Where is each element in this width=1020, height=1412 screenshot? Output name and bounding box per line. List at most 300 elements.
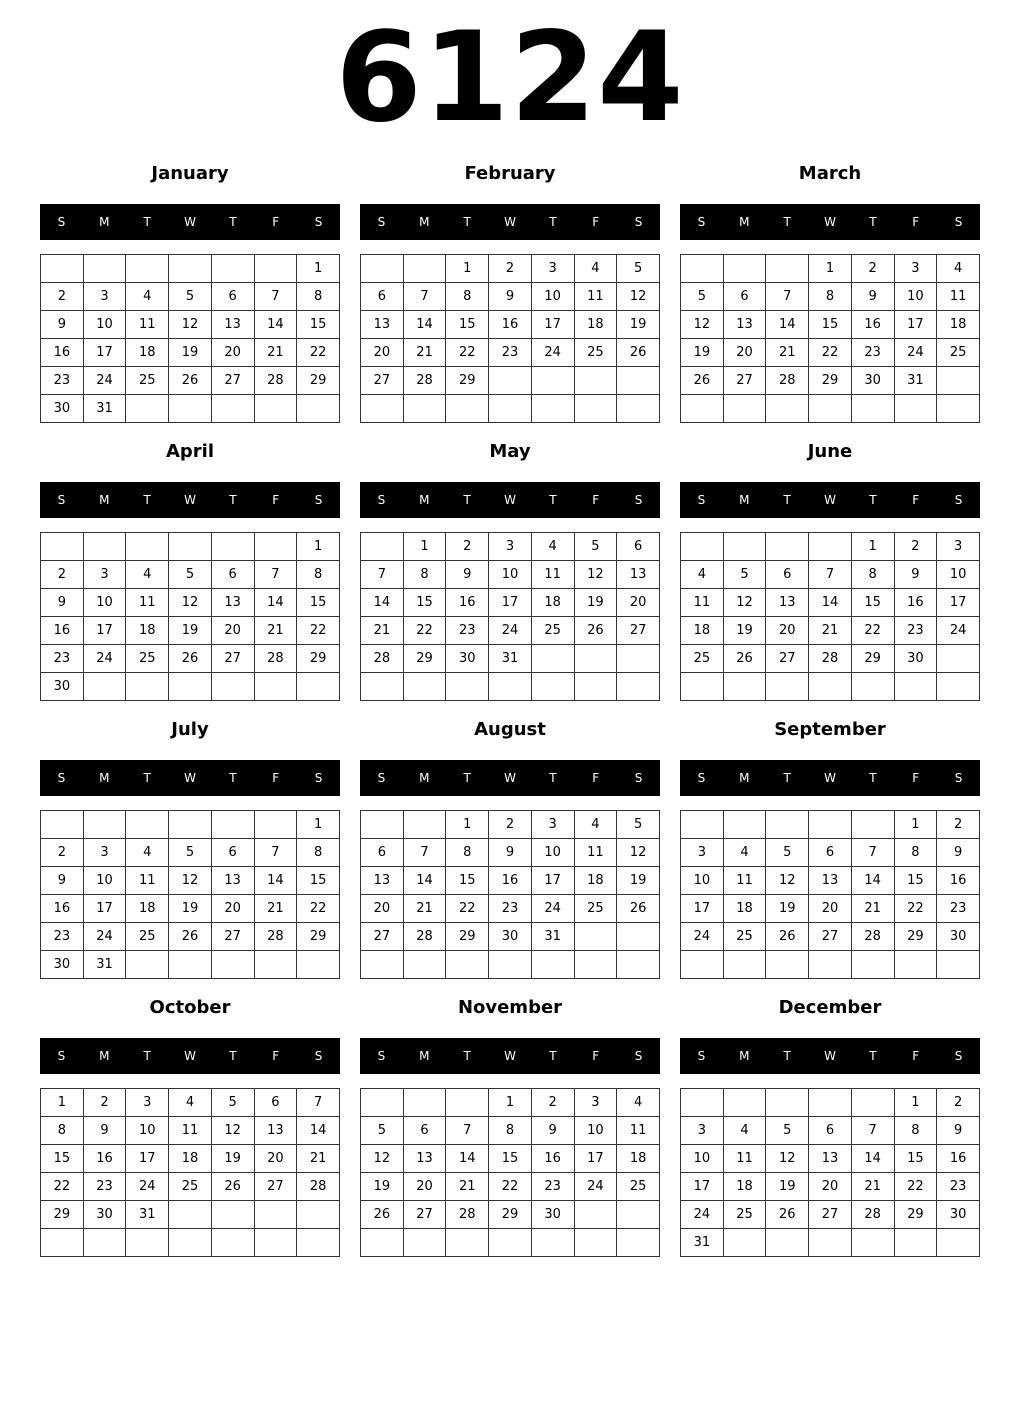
day-cell: 14 xyxy=(297,1117,340,1145)
weekday-label: T xyxy=(869,1049,877,1063)
day-cell: 19 xyxy=(723,617,766,645)
day-cell: 8 xyxy=(41,1117,84,1145)
day-cell: 17 xyxy=(83,895,126,923)
day-cell xyxy=(723,811,766,839)
day-cell: 27 xyxy=(403,1201,446,1229)
day-cell: 28 xyxy=(254,645,297,673)
weekday-label: T xyxy=(549,215,557,229)
day-cell xyxy=(169,1201,212,1229)
day-cell: 30 xyxy=(489,923,532,951)
day-cell: 7 xyxy=(254,839,297,867)
day-cell xyxy=(617,923,660,951)
day-cell: 17 xyxy=(531,311,574,339)
weekday-label: T xyxy=(463,215,471,229)
week-row xyxy=(681,673,980,701)
day-cell: 6 xyxy=(211,283,254,311)
week-row xyxy=(41,867,340,895)
day-cell: 5 xyxy=(574,533,617,561)
day-cell: 15 xyxy=(403,589,446,617)
day-cell xyxy=(403,255,446,283)
week-row xyxy=(681,255,980,283)
day-cell: 2 xyxy=(489,811,532,839)
day-cell: 17 xyxy=(126,1145,169,1173)
day-cell xyxy=(403,951,446,979)
day-cell: 23 xyxy=(851,339,894,367)
weekday-label: T xyxy=(463,1049,471,1063)
day-cell xyxy=(254,255,297,283)
day-cell: 25 xyxy=(531,617,574,645)
day-cell xyxy=(681,255,724,283)
weekday-label: T xyxy=(783,771,791,785)
weekday-header xyxy=(360,760,660,796)
day-cell: 23 xyxy=(937,895,980,923)
weekday-label: S xyxy=(697,493,706,507)
day-cell xyxy=(211,1229,254,1257)
day-cell: 14 xyxy=(361,589,404,617)
day-cell xyxy=(297,951,340,979)
day-cell: 6 xyxy=(361,839,404,867)
weekday-label: F xyxy=(912,1049,920,1063)
week-row xyxy=(361,589,660,617)
day-cell xyxy=(126,395,169,423)
weekday-label: M xyxy=(739,1049,750,1063)
day-cell: 11 xyxy=(574,283,617,311)
week-row xyxy=(361,867,660,895)
day-cell: 26 xyxy=(211,1173,254,1201)
day-cell: 20 xyxy=(723,339,766,367)
weekday-label: S xyxy=(697,215,706,229)
day-cell: 29 xyxy=(894,1201,937,1229)
day-cell xyxy=(723,673,766,701)
week-row xyxy=(681,811,980,839)
day-cell: 2 xyxy=(937,811,980,839)
weekday-label: F xyxy=(912,771,920,785)
weekday-label: T xyxy=(549,493,557,507)
week-row xyxy=(41,589,340,617)
day-cell: 5 xyxy=(169,561,212,589)
day-cell: 20 xyxy=(809,1173,852,1201)
weekday-label: S xyxy=(954,493,963,507)
day-cell xyxy=(83,811,126,839)
weekday-label: T xyxy=(783,215,791,229)
day-cell: 21 xyxy=(809,617,852,645)
day-cell: 29 xyxy=(894,923,937,951)
weekday-label: T xyxy=(463,493,471,507)
day-cell: 4 xyxy=(723,1117,766,1145)
day-cell: 25 xyxy=(723,1201,766,1229)
day-cell: 28 xyxy=(809,645,852,673)
day-cell: 19 xyxy=(617,867,660,895)
day-cell: 7 xyxy=(403,283,446,311)
weekday-label: W xyxy=(504,215,516,229)
weekday-label: W xyxy=(824,1049,836,1063)
day-cell: 29 xyxy=(403,645,446,673)
day-cell xyxy=(574,645,617,673)
day-cell xyxy=(723,395,766,423)
week-row xyxy=(41,339,340,367)
day-cell: 11 xyxy=(126,867,169,895)
day-cell: 28 xyxy=(361,645,404,673)
day-cell: 23 xyxy=(894,617,937,645)
day-grid xyxy=(680,532,980,701)
day-cell xyxy=(851,1229,894,1257)
week-row xyxy=(41,617,340,645)
day-cell: 26 xyxy=(766,923,809,951)
weekday-header xyxy=(40,482,340,518)
week-row xyxy=(361,923,660,951)
day-cell: 3 xyxy=(126,1089,169,1117)
day-cell: 28 xyxy=(297,1173,340,1201)
weekday-label: M xyxy=(99,1049,110,1063)
day-cell xyxy=(723,533,766,561)
day-cell: 4 xyxy=(723,839,766,867)
weekday-header xyxy=(40,760,340,796)
week-row xyxy=(681,339,980,367)
weekday-header xyxy=(40,1038,340,1074)
week-row xyxy=(361,255,660,283)
day-cell: 23 xyxy=(83,1173,126,1201)
day-cell xyxy=(766,811,809,839)
week-row xyxy=(681,617,980,645)
week-row xyxy=(681,395,980,423)
day-cell: 13 xyxy=(254,1117,297,1145)
day-cell: 4 xyxy=(937,255,980,283)
day-cell: 10 xyxy=(126,1117,169,1145)
day-cell: 7 xyxy=(851,839,894,867)
day-cell: 15 xyxy=(41,1145,84,1173)
week-row xyxy=(361,1229,660,1257)
day-cell: 30 xyxy=(937,923,980,951)
day-cell: 12 xyxy=(617,283,660,311)
day-cell: 22 xyxy=(446,339,489,367)
day-cell xyxy=(361,1229,404,1257)
weekday-label: W xyxy=(504,771,516,785)
day-cell: 23 xyxy=(41,645,84,673)
day-cell: 25 xyxy=(574,895,617,923)
day-cell: 30 xyxy=(83,1201,126,1229)
day-cell: 21 xyxy=(254,339,297,367)
day-cell: 9 xyxy=(937,839,980,867)
day-cell: 24 xyxy=(894,339,937,367)
weekday-label: T xyxy=(549,771,557,785)
day-cell: 13 xyxy=(809,1145,852,1173)
weekday-header xyxy=(360,204,660,240)
day-cell xyxy=(489,395,532,423)
week-row xyxy=(361,283,660,311)
day-cell xyxy=(574,673,617,701)
weekday-label: T xyxy=(783,493,791,507)
week-row xyxy=(361,561,660,589)
weekday-label: M xyxy=(419,215,430,229)
weekday-label: S xyxy=(377,493,386,507)
day-cell xyxy=(254,811,297,839)
weekday-label: S xyxy=(634,1049,643,1063)
day-cell: 20 xyxy=(809,895,852,923)
day-cell: 11 xyxy=(681,589,724,617)
day-cell: 10 xyxy=(489,561,532,589)
week-row xyxy=(681,1173,980,1201)
day-cell: 1 xyxy=(446,255,489,283)
weekday-label: F xyxy=(912,493,920,507)
day-cell: 12 xyxy=(169,589,212,617)
day-cell: 13 xyxy=(617,561,660,589)
day-cell xyxy=(403,673,446,701)
day-cell: 22 xyxy=(894,1173,937,1201)
weekday-label: T xyxy=(229,771,237,785)
day-cell xyxy=(894,951,937,979)
day-cell: 21 xyxy=(361,617,404,645)
day-cell: 15 xyxy=(851,589,894,617)
day-cell xyxy=(169,1229,212,1257)
day-cell xyxy=(531,367,574,395)
day-cell xyxy=(681,673,724,701)
day-cell: 26 xyxy=(361,1201,404,1229)
week-row xyxy=(681,589,980,617)
day-cell: 13 xyxy=(361,311,404,339)
weekday-label: W xyxy=(184,771,196,785)
day-cell xyxy=(937,1229,980,1257)
day-cell: 10 xyxy=(83,867,126,895)
day-cell xyxy=(617,673,660,701)
month-title: June xyxy=(807,441,853,462)
day-cell: 14 xyxy=(403,867,446,895)
day-cell: 10 xyxy=(937,561,980,589)
day-cell xyxy=(894,395,937,423)
day-cell: 31 xyxy=(894,367,937,395)
day-cell: 14 xyxy=(851,867,894,895)
day-cell: 22 xyxy=(297,895,340,923)
weekday-label: F xyxy=(272,771,280,785)
day-cell: 9 xyxy=(83,1117,126,1145)
day-cell: 29 xyxy=(489,1201,532,1229)
weekday-label: S xyxy=(57,771,66,785)
day-cell: 14 xyxy=(766,311,809,339)
day-cell xyxy=(937,395,980,423)
day-cell: 8 xyxy=(894,839,937,867)
weekday-header xyxy=(680,1038,980,1074)
weekday-label: S xyxy=(314,215,323,229)
day-cell: 22 xyxy=(851,617,894,645)
weekday-label: S xyxy=(314,771,323,785)
day-cell xyxy=(766,533,809,561)
weekday-label: T xyxy=(143,215,151,229)
day-cell: 30 xyxy=(851,367,894,395)
day-cell: 18 xyxy=(617,1145,660,1173)
day-cell: 30 xyxy=(937,1201,980,1229)
day-cell: 28 xyxy=(403,367,446,395)
week-row xyxy=(361,367,660,395)
day-cell xyxy=(851,951,894,979)
day-cell: 5 xyxy=(766,839,809,867)
day-cell: 4 xyxy=(574,811,617,839)
week-row xyxy=(41,1089,340,1117)
day-cell xyxy=(937,645,980,673)
day-cell: 13 xyxy=(211,589,254,617)
day-cell: 27 xyxy=(361,923,404,951)
day-cell: 23 xyxy=(489,339,532,367)
day-cell: 4 xyxy=(126,561,169,589)
day-cell: 20 xyxy=(211,339,254,367)
day-cell: 30 xyxy=(894,645,937,673)
day-cell: 19 xyxy=(766,1173,809,1201)
day-cell: 7 xyxy=(403,839,446,867)
day-cell: 17 xyxy=(681,895,724,923)
week-row xyxy=(41,367,340,395)
day-cell: 19 xyxy=(617,311,660,339)
day-cell: 3 xyxy=(894,255,937,283)
day-cell: 23 xyxy=(937,1173,980,1201)
day-cell xyxy=(169,255,212,283)
weekday-label: S xyxy=(377,771,386,785)
day-cell: 31 xyxy=(531,923,574,951)
day-cell: 7 xyxy=(809,561,852,589)
day-cell xyxy=(723,951,766,979)
day-grid xyxy=(360,1088,660,1257)
month-title: April xyxy=(165,441,215,462)
day-cell: 2 xyxy=(41,839,84,867)
day-cell: 21 xyxy=(851,1173,894,1201)
day-cell: 12 xyxy=(766,1145,809,1173)
day-cell xyxy=(809,673,852,701)
day-cell: 9 xyxy=(531,1117,574,1145)
day-cell xyxy=(617,645,660,673)
day-cell: 3 xyxy=(937,533,980,561)
day-cell: 17 xyxy=(83,339,126,367)
day-cell: 7 xyxy=(254,561,297,589)
day-cell xyxy=(254,1201,297,1229)
day-cell xyxy=(403,1089,446,1117)
day-cell: 16 xyxy=(489,311,532,339)
weekday-header xyxy=(40,204,340,240)
day-cell xyxy=(766,1229,809,1257)
day-cell xyxy=(681,811,724,839)
day-cell: 19 xyxy=(361,1173,404,1201)
day-cell: 5 xyxy=(766,1117,809,1145)
weekday-label: W xyxy=(504,1049,516,1063)
weekday-label: S xyxy=(697,771,706,785)
day-cell: 22 xyxy=(446,895,489,923)
day-cell: 22 xyxy=(489,1173,532,1201)
day-cell: 24 xyxy=(531,895,574,923)
day-cell: 24 xyxy=(489,617,532,645)
day-cell: 11 xyxy=(574,839,617,867)
day-cell xyxy=(681,395,724,423)
day-cell xyxy=(531,645,574,673)
weekday-header xyxy=(360,482,660,518)
day-cell: 18 xyxy=(531,589,574,617)
day-cell: 16 xyxy=(83,1145,126,1173)
day-cell: 29 xyxy=(809,367,852,395)
day-cell: 20 xyxy=(361,339,404,367)
day-cell xyxy=(297,673,340,701)
day-cell: 31 xyxy=(489,645,532,673)
day-cell xyxy=(361,673,404,701)
day-cell: 22 xyxy=(403,617,446,645)
week-row xyxy=(681,1145,980,1173)
day-cell: 13 xyxy=(211,867,254,895)
day-cell: 15 xyxy=(809,311,852,339)
weekday-label: W xyxy=(184,215,196,229)
day-cell: 16 xyxy=(894,589,937,617)
weekday-label: T xyxy=(869,771,877,785)
day-cell xyxy=(169,673,212,701)
day-cell: 1 xyxy=(297,255,340,283)
day-cell xyxy=(254,673,297,701)
day-cell: 6 xyxy=(361,283,404,311)
weekday-label: W xyxy=(824,215,836,229)
day-cell: 1 xyxy=(489,1089,532,1117)
day-cell: 9 xyxy=(489,283,532,311)
day-cell: 14 xyxy=(254,311,297,339)
day-cell xyxy=(126,951,169,979)
day-cell: 4 xyxy=(126,283,169,311)
day-cell: 25 xyxy=(681,645,724,673)
day-cell: 16 xyxy=(41,895,84,923)
day-cell xyxy=(254,1229,297,1257)
day-grid xyxy=(360,532,660,701)
day-cell: 27 xyxy=(211,645,254,673)
weekday-label: S xyxy=(634,771,643,785)
day-cell: 28 xyxy=(446,1201,489,1229)
day-cell: 2 xyxy=(937,1089,980,1117)
weekday-label: T xyxy=(143,771,151,785)
day-cell: 22 xyxy=(297,617,340,645)
week-row xyxy=(681,1117,980,1145)
weekday-label: F xyxy=(272,215,280,229)
weekday-label: W xyxy=(504,493,516,507)
day-cell: 5 xyxy=(681,283,724,311)
day-cell: 13 xyxy=(403,1145,446,1173)
week-row xyxy=(681,283,980,311)
day-cell: 6 xyxy=(809,839,852,867)
weekday-label: S xyxy=(634,215,643,229)
month-title: August xyxy=(474,719,546,740)
day-cell xyxy=(446,673,489,701)
day-cell xyxy=(361,1089,404,1117)
day-cell: 1 xyxy=(297,533,340,561)
day-cell: 16 xyxy=(446,589,489,617)
day-cell xyxy=(211,255,254,283)
day-cell: 18 xyxy=(574,311,617,339)
day-cell: 18 xyxy=(126,617,169,645)
week-row xyxy=(41,1201,340,1229)
week-row xyxy=(41,533,340,561)
day-cell: 8 xyxy=(894,1117,937,1145)
day-cell xyxy=(489,1229,532,1257)
day-cell xyxy=(169,811,212,839)
weekday-label: S xyxy=(954,771,963,785)
day-cell: 18 xyxy=(126,895,169,923)
day-cell xyxy=(41,811,84,839)
weekday-label: S xyxy=(634,493,643,507)
day-grid xyxy=(40,532,340,701)
weekday-header xyxy=(360,1038,660,1074)
day-cell: 4 xyxy=(617,1089,660,1117)
weekday-label: S xyxy=(377,215,386,229)
weekday-label: F xyxy=(592,1049,600,1063)
weekday-label: M xyxy=(419,771,430,785)
day-cell: 4 xyxy=(531,533,574,561)
day-cell: 8 xyxy=(297,839,340,867)
day-cell xyxy=(83,673,126,701)
day-cell: 6 xyxy=(211,561,254,589)
month-title: February xyxy=(464,163,556,184)
day-cell: 28 xyxy=(403,923,446,951)
day-cell: 3 xyxy=(83,283,126,311)
day-cell xyxy=(83,255,126,283)
day-cell: 29 xyxy=(297,923,340,951)
day-cell: 26 xyxy=(766,1201,809,1229)
